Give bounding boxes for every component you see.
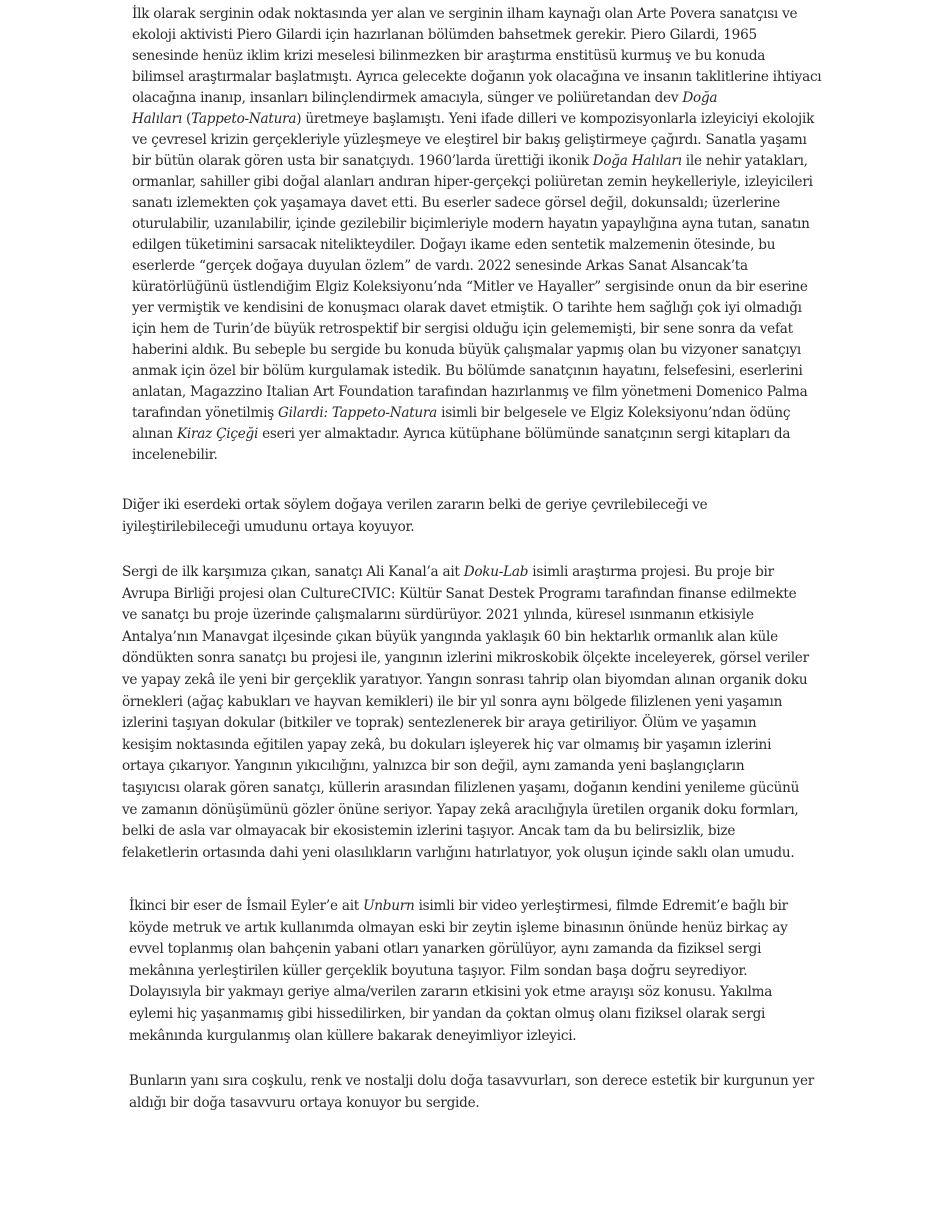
text-line <box>122 562 809 584</box>
text-line <box>129 918 788 940</box>
text-run: İlk olarak serginin odak noktasında yer alan ve serginin ilham kaynağı olan Arte Povera sanatçısı ve <box>132 6 798 22</box>
italic-title: Tappeto-Natura <box>191 111 297 127</box>
text-run: ) üretmeye başlamıştı. Yeni ifade dilleri ve kompozisyonlarla izleyiciyi ekolojik <box>296 111 815 127</box>
text-line <box>122 778 809 800</box>
text-line <box>132 130 821 151</box>
text-run: ve yapay zekâ ile yeni bir gerçeklik yaratıyor. Yangın sonrası tahrip olan biyomdan alınan organik doku <box>122 671 808 688</box>
text-line <box>132 340 821 361</box>
text-run: ve zamanın dönüşümünü gözler önüne seriyor. Yapay zekâ aracılığıyla üretilen organik doku formları, <box>122 801 799 818</box>
text-run: bilimsel araştırmalar başlatmıştı. Ayrıca gelecekte doğanın yok olacağına ve insanın taklitlerine ihtiyacı <box>132 69 822 85</box>
text-run: ile nehir yatakları, <box>681 153 808 169</box>
text-run: haberini aldık. Bu sebeple bu sergide bu konuda büyük çalışmalar yapmış olan bu vizyoner sanatçıyı <box>132 342 801 358</box>
text-line <box>122 800 809 822</box>
italic-title: Kiraz Çiçeği <box>177 426 259 442</box>
text-run: felaketlerin ortasında dahi yeni olasılıkların varlığını hatırlatıyor, yok oluşun içinde saklı olan umudu. <box>122 844 795 861</box>
text-line <box>122 713 809 735</box>
text-line <box>132 235 821 256</box>
text-run: Bunların yanı sıra coşkulu, renk ve nostalji dolu doğa tasavvurları, son derece estetik bir kurgunun yer <box>129 1073 815 1089</box>
text-line <box>129 1092 814 1114</box>
text-run: incelenebilir. <box>132 447 218 463</box>
text-line <box>132 88 821 109</box>
text-line <box>122 605 809 627</box>
text-line <box>132 361 821 382</box>
text-run: ormanlar, sahiller gibi doğal alanları andıran hiper-gerçekçi poliüretan zemin heykelleriyle, izleyicileri <box>132 174 813 190</box>
text-run: izlerini taşıyan dokular (bitkiler ve toprak) sentezlenerek bir araya getiriliyor. Ölüm ve yaşamın <box>122 715 757 732</box>
text-run: eylemi hiç yaşanmamış gibi hissedilirken, bir yandan da çoktan olmuş olanı fiziksel olarak sergi <box>129 1005 766 1022</box>
italic-title: Unburn <box>363 898 415 914</box>
text-run: evvel toplanmış olan bahçenin yabani otları yanarken görülüyor, aynı zamanda da fiziksel sergi <box>129 941 762 958</box>
text-run: İkinci bir eser de İsmail Eyler’e ait <box>129 898 364 914</box>
text-line <box>132 67 821 88</box>
text-run: ortaya çıkarıyor. Yangının yıkıcılığını, yalnızca bir son değil, aynı zamanda yeni başlangıçların <box>122 758 745 775</box>
text-line <box>132 151 821 172</box>
text-run: ve çevresel krizin gerçekleriyle yüzleşmeye ve eleştirel bir bakış geliştirmeye çağırdı. Sanatla yaşamı <box>132 132 807 148</box>
text-line <box>129 1070 814 1092</box>
text-line <box>132 382 821 403</box>
text-line <box>129 1026 788 1048</box>
text-line <box>122 756 809 778</box>
text-line <box>122 494 707 516</box>
text-line <box>122 670 809 692</box>
text-run: örnekleri (ağaç kabukları ve hayvan kemikleri) ile bir yıl sonra aynı bölgede filizlenen yeni yaşamın <box>122 693 783 710</box>
text-run: kesişim noktasında eğitilen yapay zekâ, bu dokuları işleyerek hiç var olmamış bir yaşamın izlerini <box>122 736 772 753</box>
paragraph-common-discourse <box>122 494 707 538</box>
text-run: ( <box>181 111 192 127</box>
text-line <box>122 627 809 649</box>
text-line <box>132 424 821 445</box>
text-line <box>122 843 809 865</box>
text-run: bir bütün olarak gören usta bir sanatçıydı. 1960’larda ürettiği ikonik <box>132 153 593 169</box>
text-run: köyde metruk ve artık kullanımda olmayan eski bir zeytin işleme binasının önünde henüz birkaç ay <box>129 919 788 936</box>
text-line <box>132 277 821 298</box>
text-run: oturulabilir, uzanılabilir, içinde gezilebilir biçimleriyle modern hayatın yapaylığına ayna tutan, sanatın <box>132 216 810 232</box>
text-run: isimli araştırma projesi. Bu proje bir <box>528 564 774 580</box>
text-run: eserlerde “gerçek doğaya duyulan özlem” de vardı. 2022 senesinde Arkas Sanat Alsancak’ta <box>132 258 748 274</box>
italic-title: Gilardi: Tappeto-Natura <box>278 405 438 421</box>
text-run: taşıyıcısı olarak gören sanatçı, küllerin arasından filizlenen yaşamı, doğanın kendini yenileme gücünü <box>122 779 800 796</box>
text-line <box>122 692 809 714</box>
text-line <box>132 403 821 424</box>
text-run: anmak için özel bir bölüm kurgulamak istedik. Bu bölümde sanatçının hayatını, felsefesini, eserlerini <box>132 363 803 379</box>
italic-title: Halıları <box>132 111 182 127</box>
text-run: senesinde henüz iklim krizi meselesi bilinmezken bir araştırma enstitüsü kurmuş ve bu konuda <box>132 48 766 64</box>
text-line <box>132 319 821 340</box>
text-line <box>132 214 821 235</box>
text-run: mekânında kurgulanmış olan küllere bakarak deneyimliyor izleyici. <box>129 1027 577 1044</box>
text-run: isimli bir belgesele ve Elgiz Koleksiyonu’ndan ödünç <box>437 405 791 421</box>
italic-title: Doğa <box>682 90 718 106</box>
text-run: döndükten sonra sanatçı bu projesi ile, yangının izlerini mikroskobik ölçekte inceleyerek, görsel veriler <box>122 650 809 667</box>
text-line <box>122 648 809 670</box>
text-line <box>132 298 821 319</box>
text-run: Antalya’nın Manavgat ilçesinde çıkan büyük yangında yaklaşık 60 bin hektarlık ormanlık alan küle <box>122 628 778 645</box>
text-line <box>122 516 707 538</box>
text-line <box>132 4 821 25</box>
text-line <box>122 584 809 606</box>
paragraph-piero-gilardi <box>132 4 821 466</box>
text-line <box>132 256 821 277</box>
text-run: tarafından yönetilmiş <box>132 405 279 421</box>
italic-title: Doğa Halıları <box>592 153 682 169</box>
text-line <box>129 1004 788 1026</box>
text-run: sanatı izlemekten çok yaşamaya davet etti. Bu eserler sadece görsel değil, dokunsaldı; üzerlerine <box>132 195 781 211</box>
paragraph-closing <box>129 1070 814 1114</box>
paragraph-unburn <box>129 896 788 1047</box>
text-line <box>129 939 788 961</box>
text-run: edilgen tüketimini sarsacak nitelikteydiler. Doğayı ikame eden sentetik malzemenin ötesinde, bu <box>132 237 776 253</box>
text-run: belki de asla var olmayacak bir ekosistemin izlerini taşıyor. Ancak tam da bu belirsizlik, bize <box>122 823 736 840</box>
text-run: küratörlüğünü üstlendiğim Elgiz Koleksiyonu’nda “Mitler ve Hayaller” sergisinde onun da bir eserine <box>132 279 808 295</box>
text-run: olacağına inanıp, insanları bilinçlendirmek amacıyla, sünger ve poliüretandan dev <box>132 90 683 106</box>
text-line <box>132 46 821 67</box>
text-line <box>132 109 821 130</box>
text-line <box>129 961 788 983</box>
text-line <box>132 193 821 214</box>
text-run: ve sanatçı bu proje üzerinde çalışmalarını sürdürüyor. 2021 yılında, küresel ısınmanın etkisiyle <box>122 607 754 624</box>
text-run: yer vermiştik ve kendisini de konuşmacı olarak davet etmiştik. O tarihte hem sağlığı çok iyi olmadığı <box>132 300 802 316</box>
text-run: Dolayısıyla bir yakmayı geriye alma/verilen zararın etkisini yok etme arayışı söz konusu. Yakılma <box>129 984 773 1001</box>
text-run: Avrupa Birliği projesi olan CultureCIVIC: Kültür Sanat Destek Programı tarafından finanse edilmekte <box>122 585 797 602</box>
text-line <box>132 25 821 46</box>
text-run: aldığı bir doğa tasavvuru ortaya konuyor bu sergide. <box>129 1095 480 1111</box>
text-line <box>132 445 821 466</box>
text-run: için hem de Turin’de büyük retrospektif bir sergisi olduğu için gelememişti, bir sene sonra da vefat <box>132 321 793 337</box>
text-run: Diğer iki eserdeki ortak söylem doğaya verilen zararın belki de geriye çevrilebileceği ve <box>122 497 708 513</box>
text-run: iyileştirilebileceği umudunu ortaya koyuyor. <box>122 519 415 535</box>
text-line <box>129 982 788 1004</box>
text-line <box>122 735 809 757</box>
text-run: alınan <box>132 426 177 442</box>
text-run: Sergi de ilk karşımıza çıkan, sanatçı Ali Kanal’a ait <box>122 564 464 580</box>
text-line <box>122 821 809 843</box>
text-run: eseri yer almaktadır. Ayrıca kütüphane bölümünde sanatçının sergi kitapları da <box>258 426 791 442</box>
text-run: mekânına yerleştirilen küller gerçeklik boyutuna taşıyor. Film sondan başa doğru seyrediyor. <box>129 962 748 979</box>
text-run: anlatan, Magazzino Italian Art Foundation tarafından hazırlanmış ve film yönetmeni Domenico Palma <box>132 384 808 400</box>
text-line <box>129 896 788 918</box>
paragraph-doku-lab <box>122 562 809 864</box>
text-line <box>132 172 821 193</box>
italic-title: Doku-Lab <box>463 564 529 580</box>
text-run: ekoloji aktivisti Piero Gilardi için hazırlanan bölümden bahsetmek gerekir. Piero Gilardi, 1965 <box>132 27 757 43</box>
text-run: isimli bir video yerleştirmesi, filmde Edremit’e bağlı bir <box>414 898 788 914</box>
